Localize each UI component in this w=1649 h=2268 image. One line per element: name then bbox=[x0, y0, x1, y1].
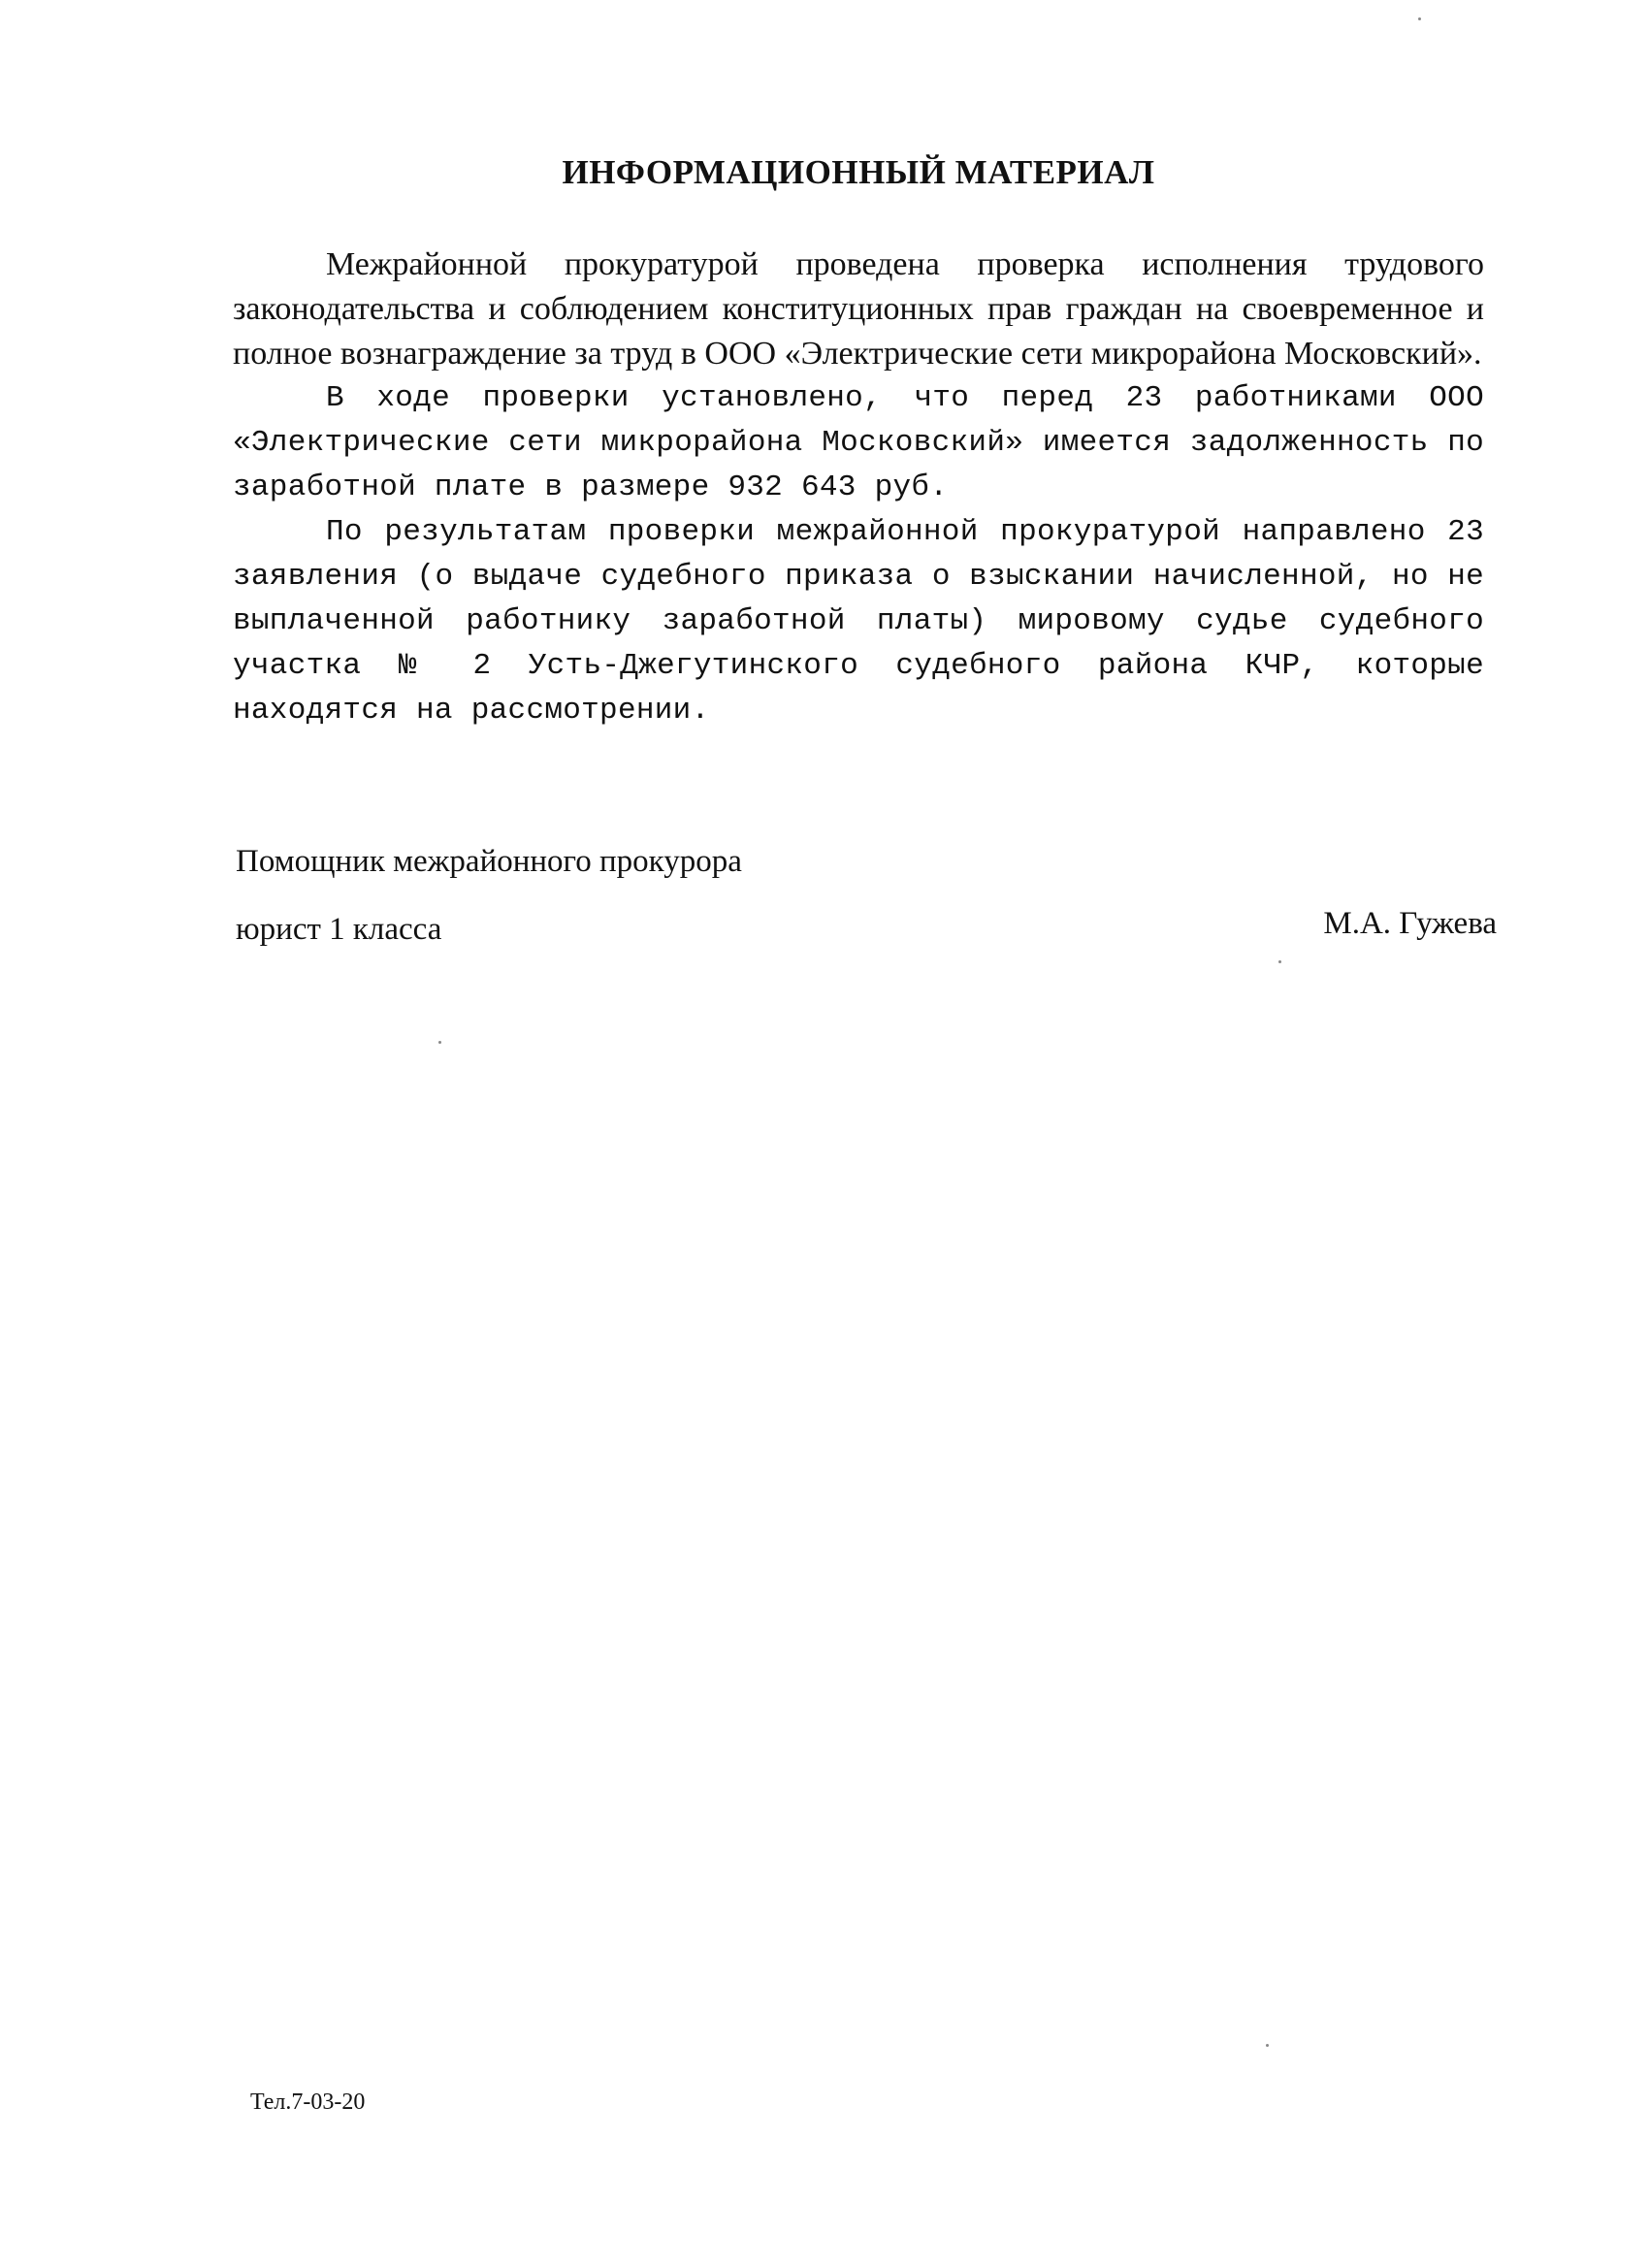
scan-speck bbox=[1278, 960, 1281, 963]
paragraph-1: Межрайонной прокуратурой проведена проверка исполнения трудового законодательства и соблюдением конституционных прав граждан на своевременное и полное вознаграждение за труд в ООО «Электрические сети микрорайона Московский». bbox=[233, 246, 1484, 372]
paragraph-3: По результатам проверки межрайонной прокуратурой направлено 23 заявления (о выдаче судебного приказа о взыскании начисленной, но не выплаченной работнику заработной платы) мировому судье судебного участка № 2 Усть-Джегутинского судебного района КЧР, которые находятся на рассмотрении. bbox=[233, 515, 1484, 728]
signer-name: М.А. Гужева bbox=[1323, 906, 1497, 941]
paragraph-2: В ходе проверки установлено, что перед 23 работниками ООО «Электрические сети микрорайона Московский» имеется задолженность по заработной плате в размере 932 643 руб. bbox=[233, 381, 1484, 504]
scan-speck bbox=[438, 1041, 441, 1044]
document-title: ИНФОРМАЦИОННЫЙ МАТЕРИАЛ bbox=[562, 153, 1155, 191]
document-body bbox=[233, 243, 1484, 733]
signer-rank: юрист 1 класса bbox=[236, 912, 442, 947]
footer-phone: Тел.7-03-20 bbox=[250, 2090, 366, 2115]
signer-position: Помощник межрайонного прокурора bbox=[236, 844, 742, 879]
scan-speck bbox=[1266, 2044, 1269, 2047]
scan-speck bbox=[1418, 17, 1421, 20]
